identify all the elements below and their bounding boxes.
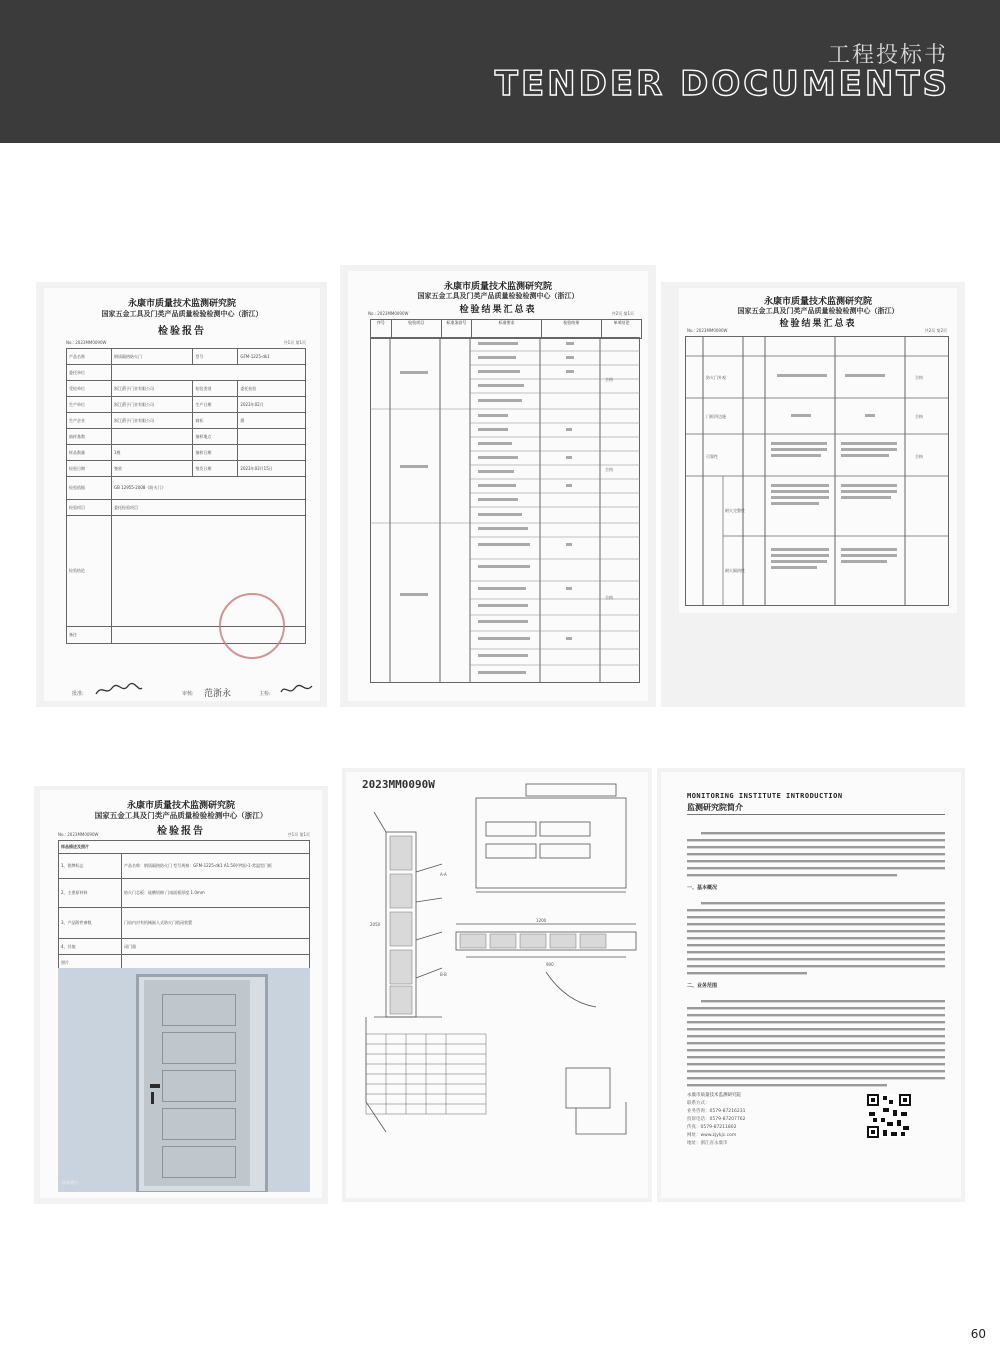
- summary-org: 永康市质量技术监测研究院: [443, 282, 552, 292]
- table-row: [59, 854, 310, 879]
- summary-header-row: [370, 319, 642, 339]
- red-seal-stamp: [219, 593, 285, 659]
- row-label: 检验项目: [67, 500, 112, 516]
- table-row: [59, 939, 310, 955]
- page-header: [0, 0, 1000, 143]
- row-value: 签收: [112, 461, 193, 477]
- sample-sheet: [40, 790, 322, 1198]
- row-value: 1樘: [112, 445, 193, 461]
- col-header: 标准要求: [472, 320, 542, 338]
- row-value: GB 12955-2008《防火门》: [112, 477, 306, 500]
- dim-inner: 900: [546, 962, 554, 967]
- door-panel: [162, 1032, 236, 1064]
- row-label: 产品名称: [67, 349, 112, 365]
- report-sheet: [44, 288, 320, 701]
- row-value: 浙江爵予门业有限公司: [112, 381, 193, 397]
- sample-number: No.: 2023MM0090W: [58, 832, 99, 837]
- row-value: [238, 445, 306, 461]
- col-header: 标准条款号: [442, 320, 472, 338]
- sample-page: 共1页 第1页: [287, 832, 310, 837]
- row-value: 浙江爵予门业有限公司: [112, 397, 193, 413]
- table-row: [67, 397, 306, 413]
- col-header: 检验结果: [542, 320, 602, 338]
- header-title-cn: 工程投标书: [827, 43, 948, 68]
- conclusion-label: 检验结论: [67, 516, 112, 627]
- doc-result-summary-1[interactable]: [340, 265, 656, 707]
- table-row: [67, 429, 306, 445]
- report-org: 永康市质量技术监测研究院: [127, 299, 236, 309]
- row-label: 抽样基数: [67, 429, 112, 445]
- row-value: [112, 365, 306, 381]
- intro-title-en: MONITORING INSTITUTE INTRODUCTION: [687, 792, 843, 800]
- doc-result-summary-2[interactable]: [661, 282, 965, 707]
- row-label: 受检单位: [67, 381, 112, 397]
- page-number: 60: [970, 1327, 986, 1341]
- verdict-3: 合格: [605, 595, 613, 600]
- summary-sheet: [348, 271, 648, 701]
- summary2-org: 永康市质量技术监测研究院: [763, 297, 872, 307]
- summary-center: 国家五金工具及门类产品质量检验检测中心（浙江）: [417, 292, 579, 300]
- contact-line: 网址：www.zjykjc.com: [687, 1133, 737, 1138]
- table-row: [67, 461, 306, 477]
- summary2-page: 共2页 第2页: [924, 328, 947, 333]
- summary-title: 检验结果汇总表: [459, 305, 537, 315]
- col-header: 单项结论: [613, 320, 630, 325]
- summary2-center: 国家五金工具及门类产品质量检验检测中心（浙江）: [737, 307, 899, 315]
- section-label-b: B-B: [440, 972, 447, 977]
- table-row: [67, 349, 306, 365]
- table-row: [67, 365, 306, 381]
- contact-line: 业务咨询：0579-87216231: [687, 1109, 746, 1114]
- intro-section-1: 一、基本概况: [687, 885, 718, 891]
- report-page: 共1页 第1页: [283, 340, 306, 345]
- verdict-c: 合格: [915, 454, 923, 459]
- door-panel: [162, 1146, 236, 1178]
- drawing-stamp: 2023MM0090W: [362, 778, 435, 791]
- table-row: [67, 381, 306, 397]
- row-value: 2023年03月15日: [238, 461, 306, 477]
- contact-line: 地址：浙江省永康市: [687, 1141, 728, 1146]
- row-value: 委托检验: [238, 381, 306, 397]
- contact-line: 传真：0579-87211802: [687, 1125, 737, 1130]
- door-leaf: [144, 980, 250, 1186]
- row-label: 抽样地点: [193, 429, 238, 445]
- table-row: [67, 413, 306, 429]
- reviewer-signature: 范浙永: [204, 689, 232, 699]
- report-number: No.: 2023MM0090W: [66, 340, 107, 345]
- row-label: 生产企业: [67, 413, 112, 429]
- row-label: 1、铭牌标志: [59, 854, 122, 879]
- row-label: 检验类别: [193, 381, 238, 397]
- summary-number: No.: 2023MM0090W: [368, 311, 409, 316]
- doc-sample-report[interactable]: [34, 786, 328, 1204]
- intro-divider: [687, 814, 945, 815]
- doc-technical-drawing[interactable]: [342, 768, 652, 1202]
- row-label: 检验日期: [67, 461, 112, 477]
- row-value: GFM-1225-dk1: [238, 349, 306, 365]
- contact-line: 投诉电话：0579-87207762: [687, 1117, 746, 1122]
- table-row: [67, 500, 306, 516]
- verdict-a: 合格: [915, 375, 923, 380]
- contact-line: 联系方式：: [687, 1101, 710, 1106]
- header-title-en: TENDER DOCUMENTS: [494, 64, 950, 104]
- item-appearance: 防火门外观: [706, 375, 726, 380]
- item-gap: 门框四边缝: [706, 414, 726, 419]
- main-inspector-signature: [279, 682, 315, 698]
- drawing-lines: [346, 772, 648, 1198]
- item-reliability: 可靠性: [706, 454, 718, 459]
- table-row: [67, 445, 306, 461]
- doc-inspection-report[interactable]: [36, 282, 327, 707]
- approver-label: 批准:: [72, 691, 84, 697]
- row-label: 签发日期: [193, 461, 238, 477]
- row-label: 4、其他: [59, 939, 122, 955]
- row-label: 生产单位: [67, 397, 112, 413]
- row-label: 商标: [193, 413, 238, 429]
- row-value: [238, 429, 306, 445]
- report-center: 国家五金工具及门类产品质量检验检测中心（浙江）: [101, 310, 263, 318]
- row-label: 3、产品附件参数: [59, 908, 122, 939]
- approver-signature: [94, 682, 144, 698]
- row-value: 2023年02月: [238, 397, 306, 413]
- row-label: 型号: [193, 349, 238, 365]
- item-integrity: 耐火完整性: [725, 508, 745, 513]
- sample-title: 检验报告: [157, 826, 205, 837]
- summary2-sheet: [679, 288, 957, 613]
- row-label: 抽样日期: [193, 445, 238, 461]
- door-panel: [162, 994, 236, 1026]
- table-row: [59, 841, 310, 854]
- main-inspector-label: 主检:: [259, 691, 271, 697]
- sample-org: 永康市质量技术监测研究院: [126, 801, 235, 811]
- reviewer-label: 审核:: [182, 691, 194, 697]
- section-heading: 样品描述及照片: [59, 841, 310, 854]
- intro-title-cn: 监测研究院简介: [687, 803, 743, 812]
- row-value: 委托检验项目: [112, 500, 306, 516]
- door-handle: [150, 1084, 160, 1088]
- row-value: 爵: [238, 413, 306, 429]
- row-label: 样品数量: [67, 445, 112, 461]
- door-panel: [162, 1108, 236, 1140]
- summary-table-grid: [370, 337, 640, 683]
- verdict-1: 合格: [605, 377, 613, 382]
- photo-caption: 样品照片: [62, 1180, 78, 1185]
- row-label: 照片: [59, 955, 122, 971]
- row-value: 闭门器: [122, 939, 310, 955]
- intro-body-text: [687, 832, 945, 1122]
- report-title: 检验报告: [158, 326, 206, 337]
- summary2-title: 检验结果汇总表: [779, 319, 857, 329]
- row-label: 2、主要原材料: [59, 879, 122, 908]
- col-header: 序号: [371, 320, 392, 338]
- row-value: 防火门芯板：硅酸铝棉 门扇面板厚度 1.0mm: [122, 879, 310, 908]
- qr-code-icon[interactable]: [867, 1094, 911, 1138]
- row-label: 生产日期: [193, 397, 238, 413]
- row-value: [112, 429, 193, 445]
- door-photo: [58, 968, 310, 1192]
- table-row: [59, 879, 310, 908]
- row-label: 检验依据: [67, 477, 112, 500]
- col-header: 检验项目: [392, 320, 442, 338]
- row-value: 钢质隔热防火门: [112, 349, 193, 365]
- verdict-b: 合格: [915, 414, 923, 419]
- sample-table: [58, 840, 310, 971]
- door-panel: [162, 1070, 236, 1102]
- table-row: [59, 908, 310, 939]
- intro-sheet: [661, 772, 961, 1198]
- table-row: [67, 477, 306, 500]
- door-lock: [151, 1092, 154, 1104]
- sample-center: 国家五金工具及门类产品质量检验检测中心（浙江）: [94, 811, 268, 820]
- row-value: 浙江爵予门业有限公司: [112, 413, 193, 429]
- remark-label: 备注: [67, 627, 112, 644]
- row-value: 门扇内衬有机械嵌入式防火门锁闭装置: [122, 908, 310, 939]
- verdict-2: 合格: [605, 467, 613, 472]
- row-label: 委托单位: [67, 365, 112, 381]
- summary2-number: No.: 2023MM0090W: [687, 328, 728, 333]
- doc-institute-intro[interactable]: [657, 768, 965, 1202]
- item-insulation: 耐火隔热性: [725, 568, 745, 573]
- dim-width: 1200: [536, 918, 547, 923]
- section-label-a: A-A: [440, 872, 447, 877]
- dim-height: 2050: [370, 922, 381, 927]
- row-value: 产品名称：钢质隔热防火门 型号规格：GFM-1225-dk1 A1.50(甲级)-1-常温型门框: [122, 854, 310, 879]
- contact-title: 永康市质量技术监测研究院: [687, 1093, 741, 1098]
- intro-section-2: 二、业务范围: [687, 983, 718, 989]
- drawing-sheet: [346, 772, 648, 1198]
- summary-page: 共2页 第1页: [611, 311, 634, 316]
